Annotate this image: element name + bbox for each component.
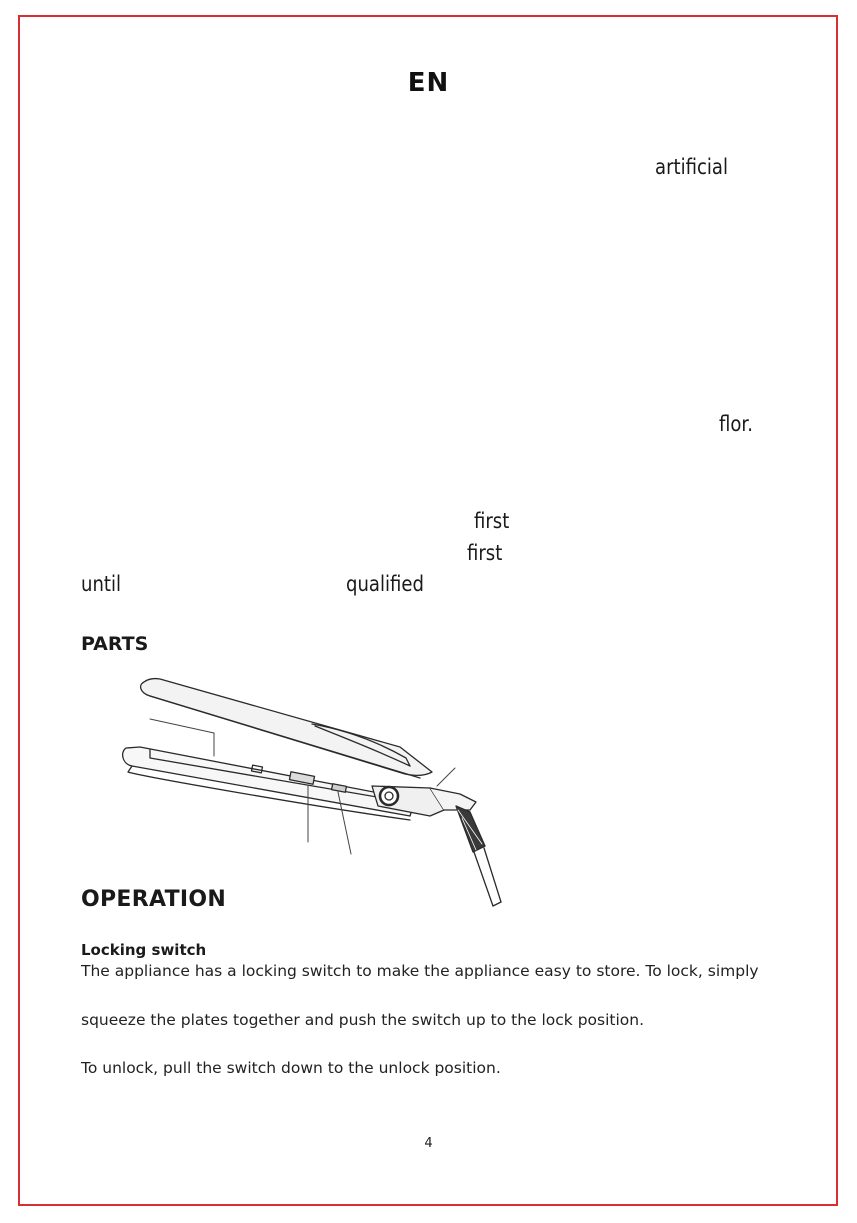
text-fragment-first-1: first: [474, 509, 510, 533]
locking-switch-subheading: Locking switch: [81, 941, 207, 959]
text-fragment-until: until: [81, 572, 122, 596]
operation-text-line-2: squeeze the plates together and push the switch up to the lock position.: [81, 1011, 645, 1029]
operation-heading: OPERATION: [81, 887, 227, 912]
text-fragment-flor: flor.: [719, 412, 753, 436]
hair-straightener-illustration: [110, 668, 520, 913]
page-number: 4: [424, 1136, 433, 1151]
operation-text-line-3: To unlock, pull the switch down to the unlock position.: [81, 1059, 501, 1077]
language-code: EN: [407, 68, 450, 98]
text-fragment-first-2: first: [467, 541, 503, 565]
text-fragment-qualified: qualified: [346, 572, 424, 596]
operation-text-line-1: The appliance has a locking switch to make the appliance easy to store. To lock, simply: [81, 962, 759, 980]
parts-heading: PARTS: [81, 633, 149, 655]
text-fragment-artificial: artificial: [655, 155, 729, 179]
